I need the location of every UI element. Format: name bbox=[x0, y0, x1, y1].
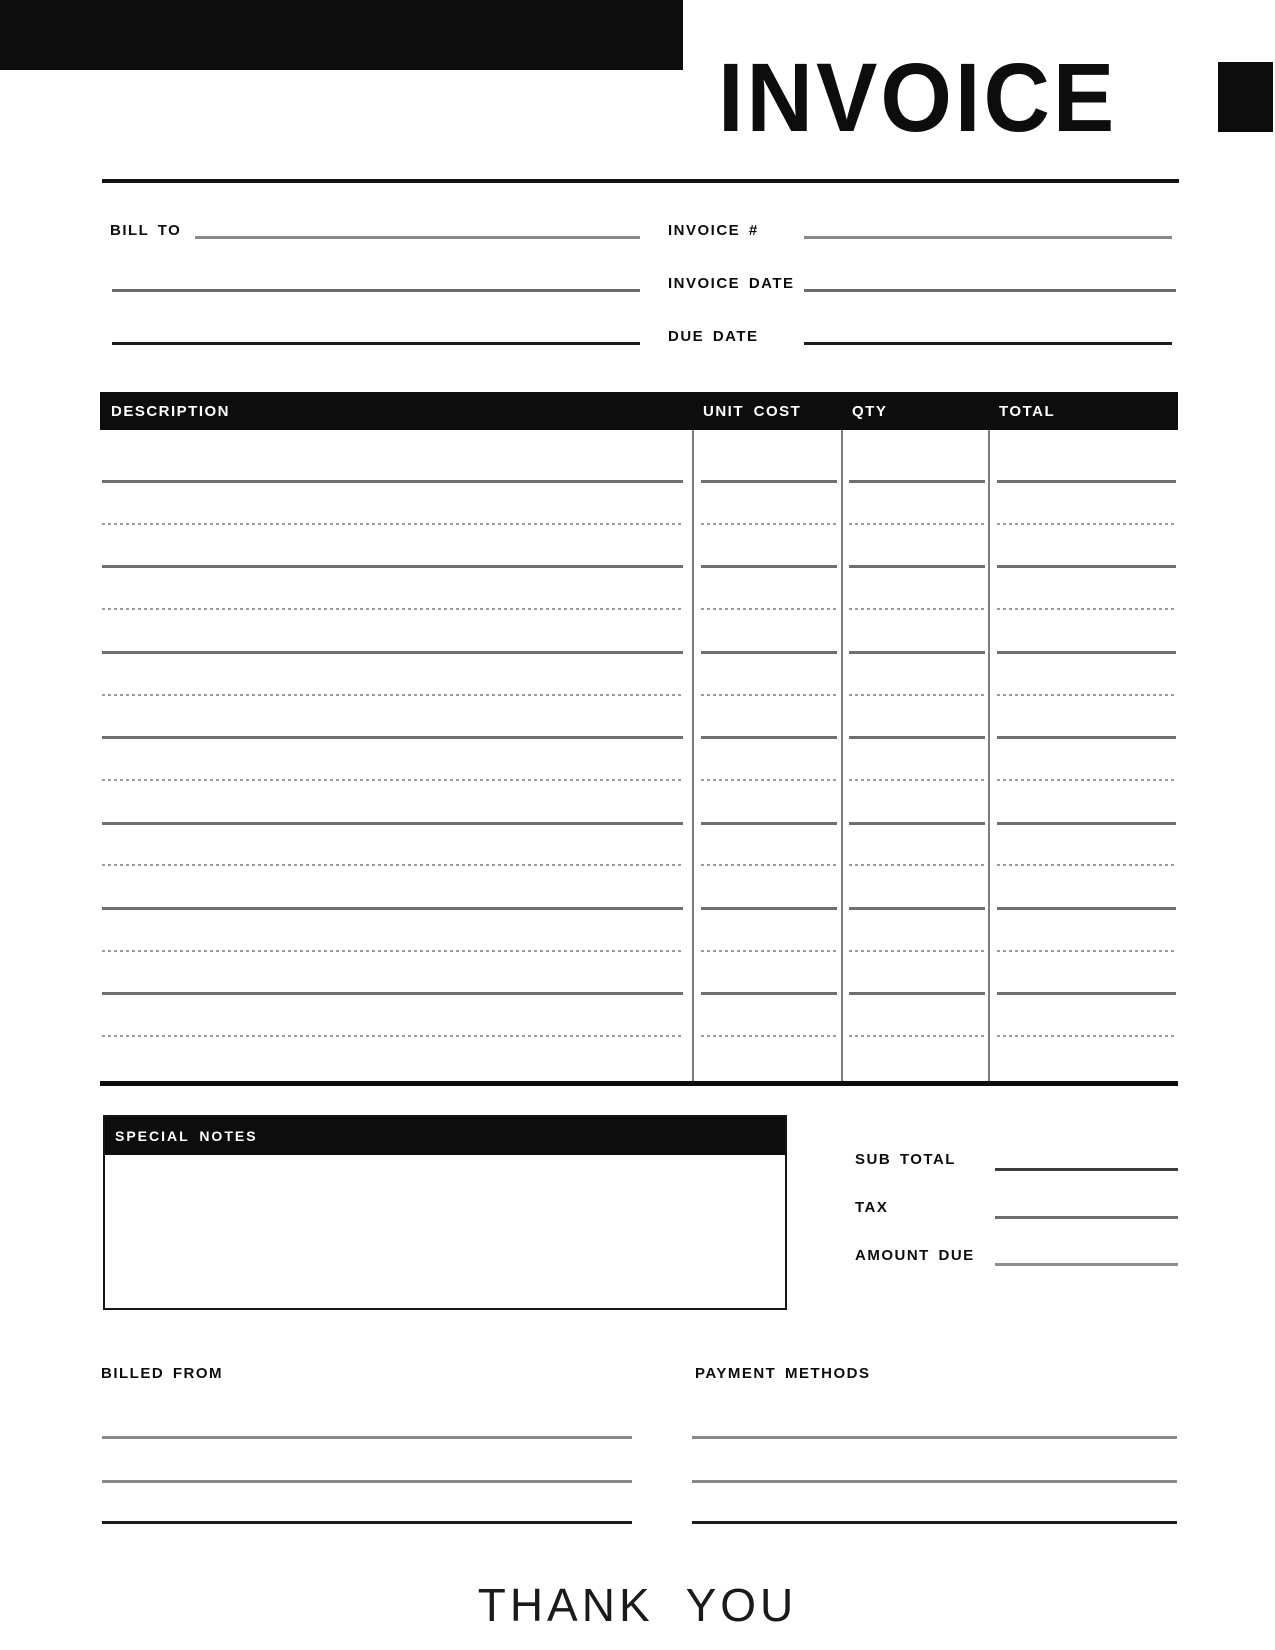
table-row-line-dashed[interactable] bbox=[701, 608, 837, 610]
table-row-line-dashed[interactable] bbox=[997, 779, 1176, 781]
table-row-line-dashed[interactable] bbox=[102, 779, 683, 781]
table-row-line-dashed[interactable] bbox=[102, 523, 683, 525]
billed-from-field-line-3[interactable] bbox=[102, 1521, 632, 1524]
table-row-line-solid[interactable] bbox=[102, 651, 683, 654]
table-body-lines bbox=[100, 430, 1178, 1081]
amount-due-field-line[interactable] bbox=[995, 1263, 1178, 1266]
table-header-description: DESCRIPTION bbox=[111, 402, 231, 420]
table-row-line-solid[interactable] bbox=[102, 565, 683, 568]
table-row-line-solid[interactable] bbox=[849, 480, 985, 483]
table-row-line-solid[interactable] bbox=[701, 736, 837, 739]
table-row-line-dashed[interactable] bbox=[102, 608, 683, 610]
table-row-line-solid[interactable] bbox=[849, 992, 985, 995]
table-row-line-solid[interactable] bbox=[701, 565, 837, 568]
table-row-line-solid[interactable] bbox=[849, 651, 985, 654]
table-row-line-dashed[interactable] bbox=[849, 523, 985, 525]
table-bottom-rule bbox=[100, 1081, 1178, 1086]
special-notes-box bbox=[103, 1115, 787, 1310]
header-divider-rule bbox=[102, 179, 1179, 183]
table-row-line-solid[interactable] bbox=[701, 992, 837, 995]
table-header-unit-cost: UNIT COST bbox=[703, 402, 802, 420]
table-row-line-solid[interactable] bbox=[997, 907, 1176, 910]
table-row-line-dashed[interactable] bbox=[997, 523, 1176, 525]
bill-to-field-line-1[interactable] bbox=[195, 236, 640, 239]
billed-from-field-line-2[interactable] bbox=[102, 1480, 632, 1483]
table-row-line-dashed[interactable] bbox=[701, 523, 837, 525]
table-header-qty: QTY bbox=[852, 402, 888, 420]
table-row-line-solid[interactable] bbox=[849, 565, 985, 568]
bill-to-field-line-2[interactable] bbox=[112, 289, 640, 292]
header-black-square bbox=[1218, 62, 1273, 132]
table-row-line-dashed[interactable] bbox=[701, 1035, 837, 1037]
table-row-line-dashed[interactable] bbox=[849, 608, 985, 610]
sub-total-label: SUB TOTAL bbox=[855, 1151, 956, 1168]
table-row-line-solid[interactable] bbox=[701, 651, 837, 654]
payment-methods-field-line-3[interactable] bbox=[692, 1521, 1177, 1524]
sub-total-field-line[interactable] bbox=[995, 1168, 1178, 1171]
table-row-line-solid[interactable] bbox=[997, 651, 1176, 654]
page-title: INVOICE bbox=[718, 43, 1118, 153]
table-row-line-solid[interactable] bbox=[997, 565, 1176, 568]
table-row-line-dashed[interactable] bbox=[849, 1035, 985, 1037]
table-header-total: TOTAL bbox=[999, 402, 1056, 420]
table-row-line-solid[interactable] bbox=[997, 480, 1176, 483]
table-row-line-solid[interactable] bbox=[997, 992, 1176, 995]
special-notes-area[interactable] bbox=[105, 1155, 785, 1310]
table-row-line-solid[interactable] bbox=[849, 822, 985, 825]
table-row-line-dashed[interactable] bbox=[102, 1035, 683, 1037]
payment-methods-field-line-2[interactable] bbox=[692, 1480, 1177, 1483]
column-divider-total bbox=[988, 430, 990, 1081]
table-row-line-solid[interactable] bbox=[102, 992, 683, 995]
header-black-bar bbox=[0, 0, 683, 70]
table-row-line-solid[interactable] bbox=[701, 480, 837, 483]
column-divider-qty bbox=[841, 430, 843, 1081]
billed-from-label: BILLED FROM bbox=[101, 1365, 223, 1382]
table-row-line-solid[interactable] bbox=[102, 907, 683, 910]
thank-you-text: THANK YOU bbox=[477, 1579, 798, 1631]
table-row-line-dashed[interactable] bbox=[849, 694, 985, 696]
table-row-line-solid[interactable] bbox=[701, 907, 837, 910]
table-row-line-solid[interactable] bbox=[997, 822, 1176, 825]
due-date-label: DUE DATE bbox=[668, 328, 759, 345]
table-row-line-dashed[interactable] bbox=[997, 950, 1176, 952]
bill-to-label: BILL TO bbox=[110, 222, 182, 239]
column-divider-unit-cost bbox=[692, 430, 694, 1081]
tax-label: TAX bbox=[855, 1199, 889, 1216]
table-row-line-solid[interactable] bbox=[701, 822, 837, 825]
due-date-field-line[interactable] bbox=[804, 342, 1172, 345]
table-row-line-dashed[interactable] bbox=[102, 864, 683, 866]
table-row-line-dashed[interactable] bbox=[849, 779, 985, 781]
table-row-line-dashed[interactable] bbox=[701, 779, 837, 781]
table-row-line-dashed[interactable] bbox=[701, 694, 837, 696]
billed-from-field-line-1[interactable] bbox=[102, 1436, 632, 1439]
special-notes-label: SPECIAL NOTES bbox=[115, 1128, 258, 1144]
table-row-line-dashed[interactable] bbox=[701, 864, 837, 866]
amount-due-label: AMOUNT DUE bbox=[855, 1247, 975, 1264]
table-header-row bbox=[100, 392, 1178, 430]
payment-methods-label: PAYMENT METHODS bbox=[695, 1365, 871, 1382]
table-row-line-dashed[interactable] bbox=[997, 1035, 1176, 1037]
table-row-line-solid[interactable] bbox=[849, 907, 985, 910]
invoice-number-label: INVOICE # bbox=[668, 222, 759, 239]
table-row-line-dashed[interactable] bbox=[849, 950, 985, 952]
table-row-line-dashed[interactable] bbox=[849, 864, 985, 866]
invoice-date-label: INVOICE DATE bbox=[668, 275, 795, 292]
table-row-line-dashed[interactable] bbox=[102, 950, 683, 952]
special-notes-header bbox=[105, 1117, 785, 1155]
table-row-line-solid[interactable] bbox=[102, 480, 683, 483]
table-row-line-solid[interactable] bbox=[997, 736, 1176, 739]
invoice-date-field-line[interactable] bbox=[804, 289, 1176, 292]
table-row-line-solid[interactable] bbox=[102, 736, 683, 739]
table-row-line-dashed[interactable] bbox=[997, 694, 1176, 696]
tax-field-line[interactable] bbox=[995, 1216, 1178, 1219]
table-row-line-dashed[interactable] bbox=[701, 950, 837, 952]
payment-methods-field-line-1[interactable] bbox=[692, 1436, 1177, 1439]
table-row-line-solid[interactable] bbox=[849, 736, 985, 739]
invoice-number-field-line[interactable] bbox=[804, 236, 1172, 239]
table-row-line-dashed[interactable] bbox=[997, 608, 1176, 610]
table-row-line-solid[interactable] bbox=[102, 822, 683, 825]
table-row-line-dashed[interactable] bbox=[997, 864, 1176, 866]
bill-to-field-line-3[interactable] bbox=[112, 342, 640, 345]
table-row-line-dashed[interactable] bbox=[102, 694, 683, 696]
